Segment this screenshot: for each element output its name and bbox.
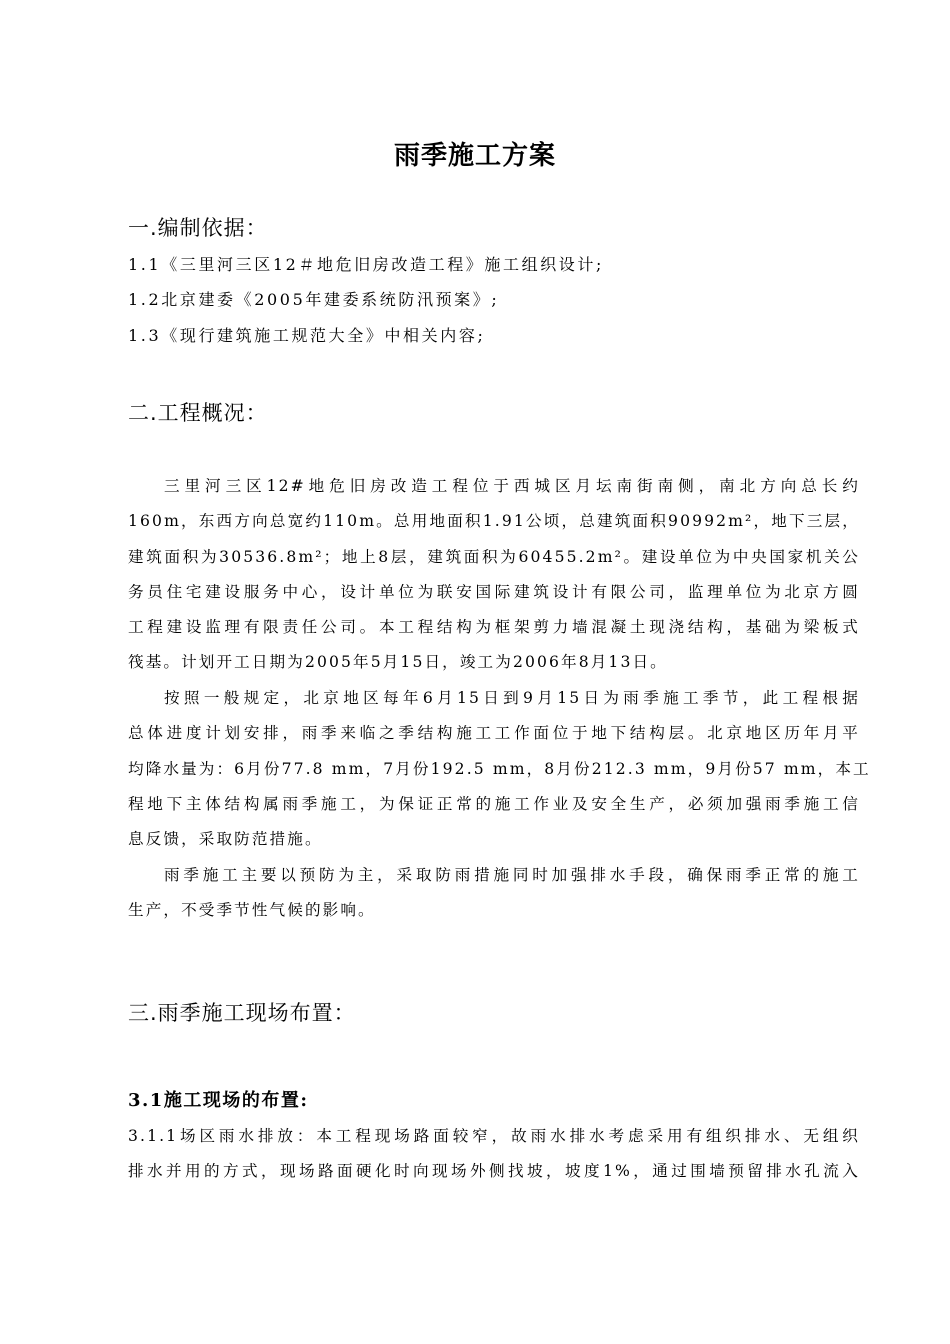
text-line: 务员住宅建设服务中心，设计单位为联安国际建筑设计有限公司，监理单位为北京方圆 xyxy=(128,582,860,601)
document-title: 雨季施工方案 xyxy=(393,141,556,171)
section-heading-basis: 一.编制依据： xyxy=(128,216,268,240)
text-line: 工程建设监理有限责任公司。本工程结构为框架剪力墙混凝土现浇结构，基础为梁板式 xyxy=(128,618,860,637)
overview-paragraph-2 xyxy=(128,681,871,857)
subsection-paragraph-3-1-1 xyxy=(128,1119,860,1190)
text-line: 息反馈，采取防范措施。 xyxy=(128,830,323,849)
text-line: 建筑面积为30536.8m²；地上8层，建筑面积为60455.2m²。建设单位为中央国家机关公 xyxy=(128,547,860,566)
text-line: 三里河三区12#地危旧房改造工程位于西城区月坛南街南侧，南北方向总长约 xyxy=(164,477,860,495)
text-line: 160m，东西方向总宽约110m。总用地面积1.91公顷，总建筑面积90992m²，地下三层， xyxy=(128,512,860,531)
basis-item-1: 1.1《三里河三区12＃地危旧房改造工程》施工组织设计; xyxy=(128,255,604,274)
text-line: 排水并用的方式，现场路面硬化时向现场外侧找坡，坡度1%，通过围墙预留排水孔流入 xyxy=(128,1162,860,1181)
text-line: 筏基。计划开工日期为2005年5月15日，竣工为2006年8月13日。 xyxy=(128,653,668,672)
overview-paragraph-3 xyxy=(128,858,860,929)
text-line: 按照一般规定，北京地区每年6月15日到9月15日为雨季施工季节，此工程根据 xyxy=(164,689,860,707)
overview-paragraph-1 xyxy=(128,469,860,681)
text-line: 总体进度计划安排，雨季来临之季结构施工工作面位于地下结构层。北京地区历年月平 xyxy=(128,724,860,743)
basis-item-2: 1.2北京建委《2005年建委系统防汛预案》; xyxy=(128,290,500,309)
text-line: 雨季施工主要以预防为主，采取防雨措施同时加强排水手段，确保雨季正常的施工 xyxy=(164,866,860,884)
section-heading-overview: 二.工程概况： xyxy=(128,401,268,425)
text-line: 3.1.1场区雨水排放：本工程现场路面较窄，故雨水排水考虑采用有组织排水、无组织 xyxy=(128,1127,860,1145)
section-heading-site-layout: 三.雨季施工现场布置： xyxy=(128,1001,356,1025)
text-line: 均降水量为：6月份77.8 mm，7月份192.5 mm，8月份212.3 mm，9月份57 mm，本工 xyxy=(128,759,871,778)
text-line: 程地下主体结构属雨季施工，为保证正常的施工作业及安全生产，必须加强雨季施工信 xyxy=(128,794,860,813)
subsection-heading-3-1: 3.1施工现场的布置: xyxy=(128,1090,309,1111)
text-line: 生产，不受季节性气候的影响。 xyxy=(128,901,376,920)
basis-item-3: 1.3《现行建筑施工规范大全》中相关内容; xyxy=(128,326,486,345)
